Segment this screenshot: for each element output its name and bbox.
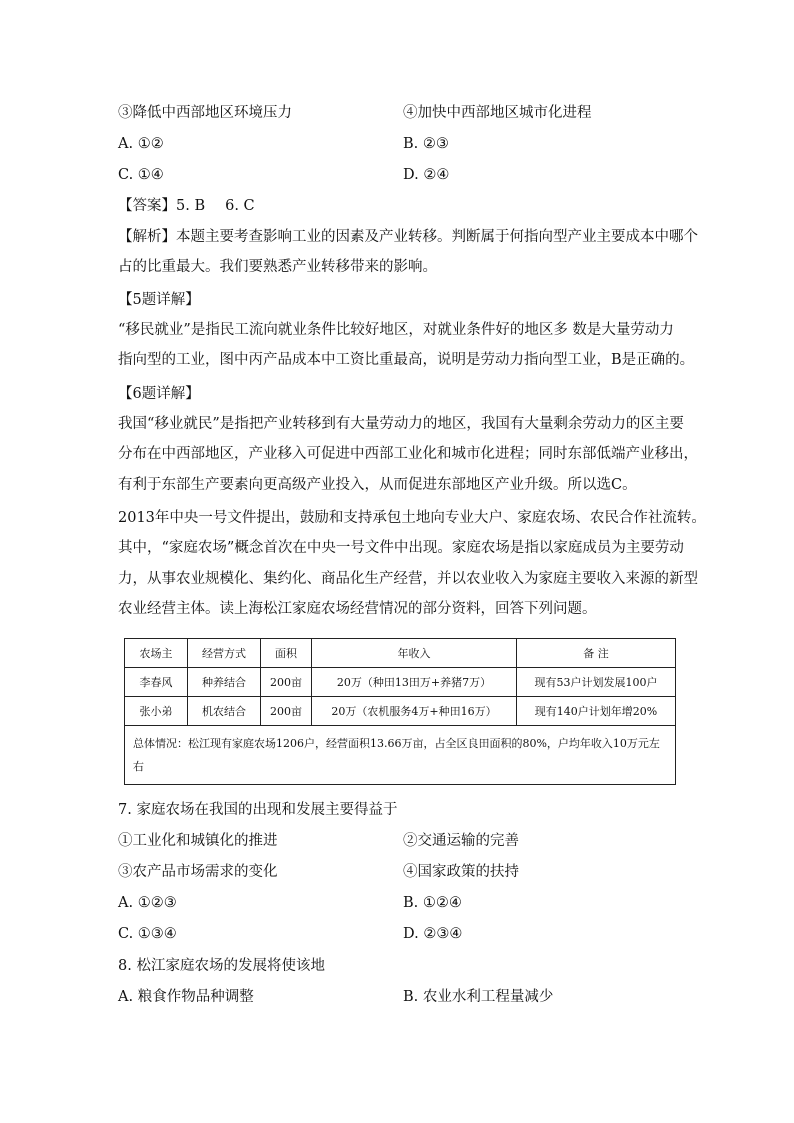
analysis-line: 占的比重最大。我们要熟悉产业转移带来的影响。 <box>118 259 437 276</box>
family-farm-table <box>124 638 676 785</box>
table-cell: 种养结合 <box>188 668 261 697</box>
table-cell: 现有140户计划年增20% <box>517 697 676 726</box>
table-header-cell: 年收入 <box>312 639 517 668</box>
q7-choice-a: A. ①②③ <box>118 895 177 911</box>
answer-line <box>118 196 255 216</box>
table-cell: 200亩 <box>261 697 312 726</box>
table-summary: 总体情况：松江现有家庭农场1206户，经营面积13.66万亩，占全区良田面积的80%，户均年收入10万元左右 <box>125 726 676 785</box>
q7-item-3: ③农产品市场需求的变化 <box>118 864 278 880</box>
table-cell: 现有53户计划发展100户 <box>517 668 676 697</box>
option-item-4: ④加快中西部地区城市化进程 <box>403 105 592 121</box>
q6-detail-line: 我国“移业就民”是指把产业转移到有大量劳动力的地区，我国有大量剩余劳动力的区主要 <box>118 416 684 432</box>
q5-detail-line: “移民就业”是指民工流向就业条件比较好地区，对就业条件好的地区多 数是大量劳动力 <box>118 322 674 338</box>
table-summary-row <box>125 726 676 785</box>
q6-detail-paragraph <box>118 409 698 500</box>
q8-choice-b: B. 农业水利工程量减少 <box>403 989 554 1005</box>
table-header-row <box>125 639 676 668</box>
intro-line: 其中，“家庭农场”概念首次在中央一号文件中出现。家庭农场是指以家庭成员为主要劳动 <box>118 540 684 557</box>
intro-paragraph <box>118 503 706 624</box>
q8-choice-a: A. 粮食作物品种调整 <box>118 989 254 1005</box>
answer-q5: 5. B <box>176 198 206 214</box>
table-cell: 200亩 <box>261 668 312 697</box>
table-header-cell: 备 注 <box>517 639 676 668</box>
answer-q6: 6. C <box>225 198 255 214</box>
q7-stem: 7. 家庭农场在我国的出现和发展主要得益于 <box>118 802 398 818</box>
q7-item-4: ④国家政策的扶持 <box>403 864 519 880</box>
analysis-paragraph <box>118 222 698 283</box>
choice-a: A. ①② <box>118 136 164 152</box>
analysis-line: 【解析】本题主要考查影响工业的因素及产业转移。判断属于何指向型产业主要成本中哪个 <box>118 229 698 245</box>
table-header-cell: 面积 <box>261 639 312 668</box>
q7-choice-c: C. ①③④ <box>118 926 177 942</box>
q7-item-1: ①工业化和城镇化的推进 <box>118 833 278 849</box>
q6-detail-heading: 【6题详解】 <box>118 386 200 402</box>
table-header-cell: 经营方式 <box>188 639 261 668</box>
option-item-3: ③降低中西部地区环境压力 <box>118 105 292 121</box>
intro-line: 2013年中央一号文件提出，鼓励和支持承包土地向专业大户、家庭农场、农民合作社流转。 <box>118 510 706 526</box>
table-cell: 张小弟 <box>125 697 188 726</box>
choice-c: C. ①④ <box>118 167 164 183</box>
q8-stem: 8. 松江家庭农场的发展将使该地 <box>118 958 325 974</box>
table-header-cell: 农场主 <box>125 639 188 668</box>
choice-d: D. ②④ <box>403 167 450 183</box>
table-row <box>125 697 676 726</box>
q7-choice-b: B. ①②④ <box>403 895 462 911</box>
q5-detail-paragraph <box>118 315 695 376</box>
q5-detail-line: 指向型的工业，图中丙产品成本中工资比重最高，说明是劳动力指向型工业，B是正确的。 <box>118 352 695 369</box>
q7-item-2: ②交通运输的完善 <box>403 833 519 849</box>
table-cell: 机农结合 <box>188 697 261 726</box>
table-cell: 20万（农机服务4万+种田16万） <box>312 697 517 726</box>
table-cell: 20万（种田13田万+养猪7万） <box>312 668 517 697</box>
q7-choice-d: D. ②③④ <box>403 926 463 942</box>
q6-detail-line: 分布在中西部地区，产业移入可促进中西部工业化和城市化进程；同时东部低端产业移出， <box>118 446 698 463</box>
intro-line: 力，从事农业规模化、集约化、商品化生产经营，并以农业收入为家庭主要收入来源的新型 <box>118 570 698 587</box>
table-cell: 李春风 <box>125 668 188 697</box>
answer-label: 【答案】 <box>118 198 176 214</box>
intro-line: 农业经营主体。读上海松江家庭农场经营情况的部分资料，回答下列问题。 <box>118 600 597 617</box>
choice-b: B. ②③ <box>403 136 449 152</box>
table-row <box>125 668 676 697</box>
q5-detail-heading: 【5题详解】 <box>118 292 200 308</box>
q6-detail-line: 有利于东部生产要素向更高级产业投入，从而促进东部地区产业升级。所以选C。 <box>118 476 637 493</box>
